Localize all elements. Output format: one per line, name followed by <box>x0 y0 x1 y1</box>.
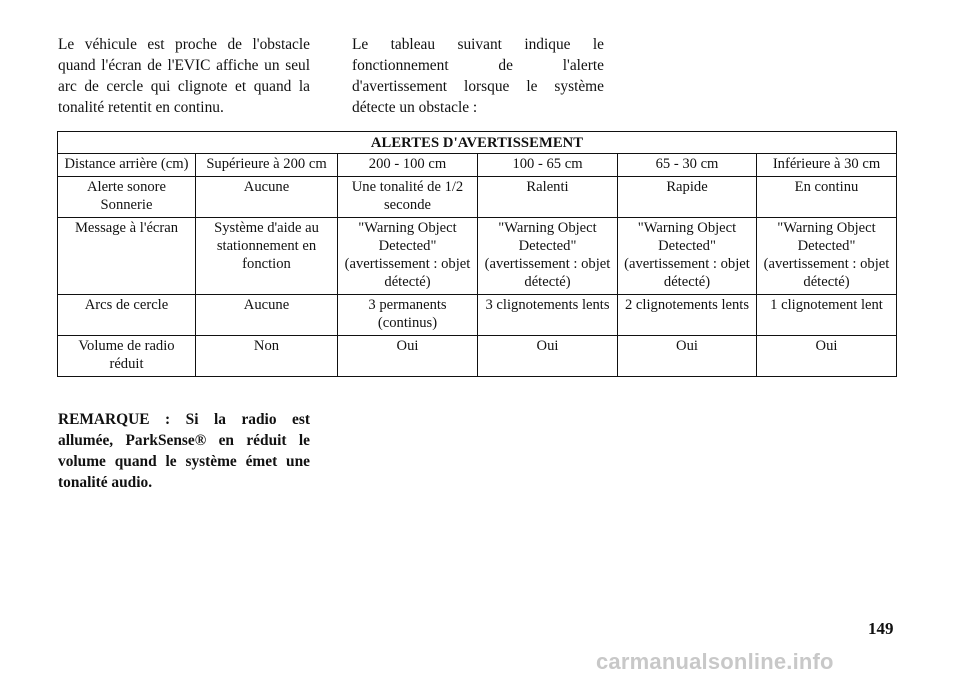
row-label: Message à l'écran <box>58 218 196 295</box>
remark-note: REMARQUE : Si la radio est allumée, ParkSense® en réduit le volume quand le système émet une tonalité audio. <box>58 411 310 491</box>
table-cell: Aucune <box>196 177 338 218</box>
table-cell: 3 permanents (continus) <box>338 295 478 336</box>
table-cell: Système d'aide au stationnement en fonction <box>196 218 338 295</box>
table-cell: 200 - 100 cm <box>338 154 478 177</box>
row-label: Volume de radio réduit <box>58 336 196 377</box>
table-cell: "Warning Object Detected" (avertissement : objet détecté) <box>618 218 757 295</box>
table-cell: 3 clignotements lents <box>478 295 618 336</box>
table-cell: Aucune <box>196 295 338 336</box>
body-paragraph-left: Le véhicule est proche de l'obstacle quand l'écran de l'EVIC affiche un seul arc de cercle qui clignote et quand la tonalité retentit en continu. <box>58 36 310 116</box>
table-cell: 100 - 65 cm <box>478 154 618 177</box>
table-cell: Ralenti <box>478 177 618 218</box>
table-cell: Non <box>196 336 338 377</box>
page-number: 149 <box>868 619 894 638</box>
table-cell: En continu <box>757 177 897 218</box>
table-cell: "Warning Object Detected" (avertissement : objet détecté) <box>757 218 897 295</box>
table-cell: 2 clignotements lents <box>618 295 757 336</box>
table-cell: 1 clignotement lent <box>757 295 897 336</box>
table-row <box>58 336 897 377</box>
table-row <box>58 154 897 177</box>
table-row <box>58 177 897 218</box>
table-cell: Oui <box>757 336 897 377</box>
table-row <box>58 295 897 336</box>
row-label: Alerte sonore Sonnerie <box>58 177 196 218</box>
watermark: carmanualsonline.info <box>596 649 834 674</box>
table-cell: Inférieure à 30 cm <box>757 154 897 177</box>
table-cell: Supérieure à 200 cm <box>196 154 338 177</box>
table-row <box>58 218 897 295</box>
table-cell: Rapide <box>618 177 757 218</box>
table-cell: 65 - 30 cm <box>618 154 757 177</box>
table-cell: Oui <box>338 336 478 377</box>
row-label: Distance arrière (cm) <box>58 154 196 177</box>
warning-alerts-table <box>57 131 897 377</box>
table-cell: Oui <box>618 336 757 377</box>
body-paragraph-right: Le tableau suivant indique le fonctionnement de l'alerte d'avertissement lorsque le système détecte un obstacle : <box>352 36 604 116</box>
table-title: ALERTES D'AVERTISSEMENT <box>58 132 897 154</box>
row-label: Arcs de cercle <box>58 295 196 336</box>
table-cell: "Warning Object Detected" (avertissement : objet détecté) <box>478 218 618 295</box>
table-cell: Oui <box>478 336 618 377</box>
table-cell: "Warning Object Detected" (avertissement : objet détecté) <box>338 218 478 295</box>
table-cell: Une tonalité de 1/2 seconde <box>338 177 478 218</box>
